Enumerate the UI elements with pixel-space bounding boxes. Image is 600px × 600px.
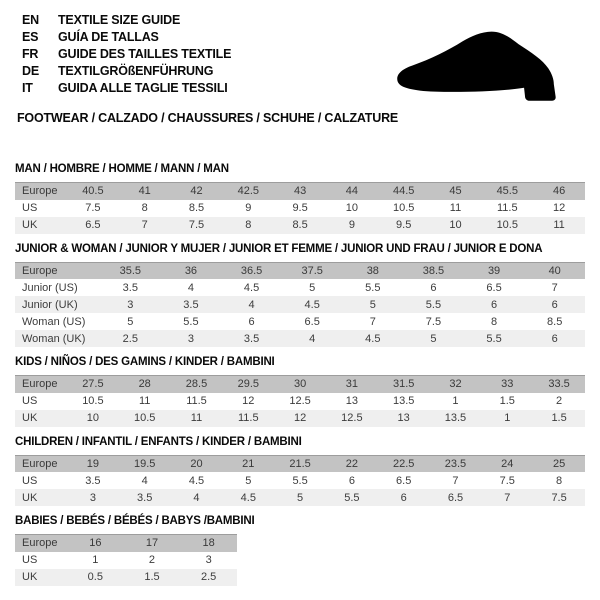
row-label: Junior (US) <box>22 281 78 294</box>
size-value: 24 <box>501 457 514 470</box>
size-value: 8.5 <box>292 219 308 231</box>
size-value: 33 <box>501 378 514 391</box>
row-label: Junior (UK) <box>22 298 78 311</box>
row-label: Woman (US) <box>22 315 86 328</box>
size-value: 3.5 <box>137 491 153 504</box>
language-title: GUÍA DE TALLAS <box>58 30 159 44</box>
size-value: 36.5 <box>240 264 263 277</box>
size-value: 44.5 <box>392 185 415 198</box>
section-title: MAN / HOMBRE / HOMME / MANN / MAN <box>15 163 229 175</box>
size-value: 27.5 <box>82 378 104 391</box>
size-value: 11.5 <box>237 412 259 424</box>
size-value: 17 <box>145 537 159 550</box>
size-value: 45.5 <box>496 185 518 198</box>
size-value: 21.5 <box>289 457 311 470</box>
size-table <box>15 455 585 507</box>
size-value: 38 <box>366 264 379 277</box>
row-label: US <box>22 554 38 566</box>
row-label: UK <box>22 412 38 424</box>
language-code: IT <box>22 81 33 95</box>
size-value: 11.5 <box>186 395 207 407</box>
language-code: EN <box>22 13 39 27</box>
size-value: 4.5 <box>188 474 205 487</box>
row-label: US <box>22 474 38 487</box>
size-value: 32 <box>449 378 462 391</box>
size-value: 12 <box>293 412 307 424</box>
size-value: 18 <box>202 537 215 550</box>
row-label: US <box>22 202 38 214</box>
size-table-row <box>15 410 585 427</box>
size-value: 38.5 <box>422 264 445 277</box>
size-value: 3.5 <box>122 281 138 294</box>
size-section <box>15 436 585 507</box>
size-value: 45 <box>449 185 462 198</box>
size-value: 36 <box>184 264 198 277</box>
language-code: FR <box>22 47 39 61</box>
row-label: UK <box>22 219 38 231</box>
size-value: 10.5 <box>392 202 415 214</box>
size-value: 44 <box>345 185 358 198</box>
size-value: 19.5 <box>133 457 156 470</box>
size-value: 10 <box>86 412 100 424</box>
size-value: 6.5 <box>85 219 101 231</box>
size-table-row <box>15 296 585 313</box>
row-label: Europe <box>22 264 58 277</box>
size-value: 10.5 <box>496 219 518 231</box>
size-value: 3 <box>127 298 134 311</box>
size-value: 8.5 <box>188 202 205 214</box>
size-value: 6.5 <box>486 281 502 294</box>
size-value: 3 <box>89 491 96 504</box>
size-value: 5.5 <box>292 474 308 487</box>
size-value: 10 <box>345 202 358 214</box>
row-label: UK <box>22 571 38 583</box>
size-value: 43 <box>293 185 307 198</box>
size-value: 5 <box>127 315 134 328</box>
size-value: 10.5 <box>82 395 104 407</box>
size-value: 13 <box>345 395 358 407</box>
size-value: 23.5 <box>444 457 467 470</box>
size-table <box>15 182 585 234</box>
size-value: 7.5 <box>551 491 567 504</box>
size-value: 5.5 <box>183 315 199 328</box>
size-value: 8 <box>556 474 563 487</box>
size-value: 29.5 <box>237 378 259 391</box>
size-value: 3 <box>205 554 212 566</box>
size-table-row <box>15 200 585 217</box>
size-section <box>15 163 585 234</box>
size-value: 6.5 <box>447 491 464 504</box>
size-value: 11 <box>190 412 203 424</box>
size-section <box>15 356 585 427</box>
size-value: 16 <box>89 537 102 550</box>
size-tables <box>15 163 585 586</box>
size-value: 5 <box>309 281 316 294</box>
size-value: 4 <box>309 332 316 345</box>
row-label: UK <box>22 491 38 504</box>
size-value: 0.5 <box>87 571 103 583</box>
size-value: 5 <box>245 474 252 487</box>
size-value: 7 <box>452 474 459 487</box>
size-value: 6.5 <box>304 315 320 328</box>
size-value: 10.5 <box>133 412 156 424</box>
size-table-row <box>15 489 585 506</box>
row-label: Europe <box>22 457 58 470</box>
size-table-header-row <box>15 376 585 393</box>
size-value: 6 <box>491 298 498 311</box>
size-value: 41 <box>138 185 151 198</box>
size-value: 21 <box>242 457 255 470</box>
size-table-row <box>15 569 237 586</box>
language-title: TEXTILE SIZE GUIDE <box>58 13 181 27</box>
size-value: 7 <box>504 491 511 504</box>
size-value: 9.5 <box>396 219 412 231</box>
size-value: 7 <box>141 219 148 231</box>
size-value: 28.5 <box>185 378 208 391</box>
size-value: 13.5 <box>392 395 415 407</box>
size-value: 3 <box>187 332 194 345</box>
size-value: 11.5 <box>496 202 518 214</box>
language-title: TEXTILGRÖßENFÜHRUNG <box>58 64 214 78</box>
size-value: 3.5 <box>183 298 199 311</box>
size-value: 10 <box>449 219 462 231</box>
size-value: 4.5 <box>365 332 381 345</box>
dress-shoe-icon <box>392 24 578 106</box>
size-value: 11 <box>553 219 565 231</box>
size-value: 8 <box>141 202 148 214</box>
size-value: 8 <box>245 219 252 231</box>
size-table-row <box>15 393 585 410</box>
size-table <box>15 534 237 586</box>
size-value: 6 <box>551 298 558 311</box>
size-value: 9.5 <box>292 202 308 214</box>
size-value: 25 <box>552 457 566 470</box>
size-value: 1.5 <box>499 395 515 407</box>
size-value: 5.5 <box>344 491 360 504</box>
size-value: 11 <box>138 395 151 407</box>
size-value: 4.5 <box>240 491 256 504</box>
size-table-row <box>15 217 585 234</box>
row-label: US <box>22 395 38 407</box>
size-value: 3.5 <box>243 332 260 345</box>
size-value: 9 <box>348 219 355 231</box>
size-value: 6 <box>430 281 437 294</box>
section-title: KIDS / NIÑOS / DES GAMINS / KINDER / BAMBINI <box>15 356 275 368</box>
size-value: 42 <box>190 185 203 198</box>
size-table-row <box>15 472 585 489</box>
size-value: 7.5 <box>85 202 101 214</box>
size-value: 33.5 <box>548 378 570 391</box>
size-value: 20 <box>190 457 203 470</box>
size-value: 8 <box>491 315 498 328</box>
size-value: 40.5 <box>82 185 104 198</box>
size-value: 12.5 <box>341 412 363 424</box>
size-value: 40 <box>548 264 561 277</box>
size-value: 5.5 <box>425 298 442 311</box>
size-value: 39 <box>487 264 501 277</box>
size-table-header-row <box>15 535 237 552</box>
size-table-row <box>15 552 237 569</box>
size-value: 1 <box>92 554 99 566</box>
size-value: 11 <box>449 202 462 214</box>
row-label: Woman (UK) <box>22 332 86 345</box>
size-table <box>15 262 585 348</box>
size-section <box>15 515 585 586</box>
size-value: 31 <box>345 378 358 391</box>
size-value: 4 <box>187 281 194 294</box>
size-value: 22.5 <box>392 457 415 470</box>
size-value: 6 <box>400 491 407 504</box>
size-table-header-row <box>15 455 585 472</box>
size-table-header-row <box>15 262 585 279</box>
size-value: 4 <box>248 298 255 311</box>
size-value: 5 <box>369 298 376 311</box>
size-value: 13.5 <box>444 412 467 424</box>
size-value: 8.5 <box>547 315 563 328</box>
size-value: 5.5 <box>486 332 502 345</box>
size-value: 13 <box>397 412 410 424</box>
size-value: 6 <box>348 474 355 487</box>
row-label: Europe <box>22 537 58 550</box>
size-value: 5 <box>430 332 437 345</box>
size-value: 2.5 <box>201 571 217 583</box>
section-title: JUNIOR & WOMAN / JUNIOR Y MUJER / JUNIOR ET FEMME / JUNIOR UND FRAU / JUNIOR E DONA <box>15 242 543 255</box>
size-value: 6 <box>248 315 255 328</box>
language-code: ES <box>22 30 39 44</box>
size-value: 46 <box>552 185 566 198</box>
size-value: 2.5 <box>122 332 138 345</box>
size-value: 42.5 <box>237 185 259 198</box>
size-value: 35.5 <box>119 264 142 277</box>
size-value: 7 <box>369 315 376 328</box>
size-value: 7.5 <box>188 219 205 231</box>
size-table-header-row <box>15 183 585 200</box>
size-value: 3.5 <box>85 474 101 487</box>
size-value: 5 <box>297 491 304 504</box>
language-code: DE <box>22 64 39 78</box>
category-heading: FOOTWEAR / CALZADO / CHAUSSURES / SCHUHE / CALZATURE <box>17 111 399 125</box>
language-title: GUIDA ALLE TAGLIE TESSILI <box>58 81 228 95</box>
size-table-row <box>15 279 585 296</box>
size-value: 4 <box>193 491 200 504</box>
size-table-row <box>15 313 585 330</box>
section-title: BABIES / BEBÉS / BÉBÉS / BABYS /BAMBINI <box>15 515 255 527</box>
size-table <box>15 375 585 427</box>
size-value: 30 <box>293 378 307 391</box>
size-value: 12.5 <box>289 395 311 407</box>
size-value: 7 <box>551 281 558 294</box>
size-value: 12 <box>242 395 255 407</box>
size-table-row <box>15 330 585 347</box>
size-value: 4 <box>141 474 148 487</box>
size-value: 6.5 <box>396 474 412 487</box>
size-section <box>15 243 585 348</box>
size-value: 19 <box>86 457 100 470</box>
size-value: 12 <box>552 202 566 214</box>
size-value: 5.5 <box>365 281 381 294</box>
size-value: 22 <box>345 457 358 470</box>
size-value: 2 <box>556 395 563 407</box>
size-value: 7.5 <box>499 474 515 487</box>
size-value: 1.5 <box>144 571 160 583</box>
size-value: 4.5 <box>243 281 260 294</box>
row-label: Europe <box>22 378 58 391</box>
size-value: 6 <box>551 332 558 345</box>
size-value: 37.5 <box>301 264 323 277</box>
size-value: 1 <box>452 395 459 407</box>
section-title: CHILDREN / INFANTIL / ENFANTS / KINDER / BAMBINI <box>15 435 302 448</box>
language-title: GUIDE DES TAILLES TEXTILE <box>58 47 232 61</box>
size-value: 1 <box>504 412 511 424</box>
size-value: 1.5 <box>551 412 567 424</box>
size-value: 28 <box>138 378 151 391</box>
size-value: 4.5 <box>304 298 320 311</box>
size-value: 2 <box>148 554 156 566</box>
size-value: 31.5 <box>392 378 415 391</box>
size-value: 7.5 <box>425 315 442 328</box>
size-value: 9 <box>245 202 252 214</box>
row-label: Europe <box>22 185 58 198</box>
